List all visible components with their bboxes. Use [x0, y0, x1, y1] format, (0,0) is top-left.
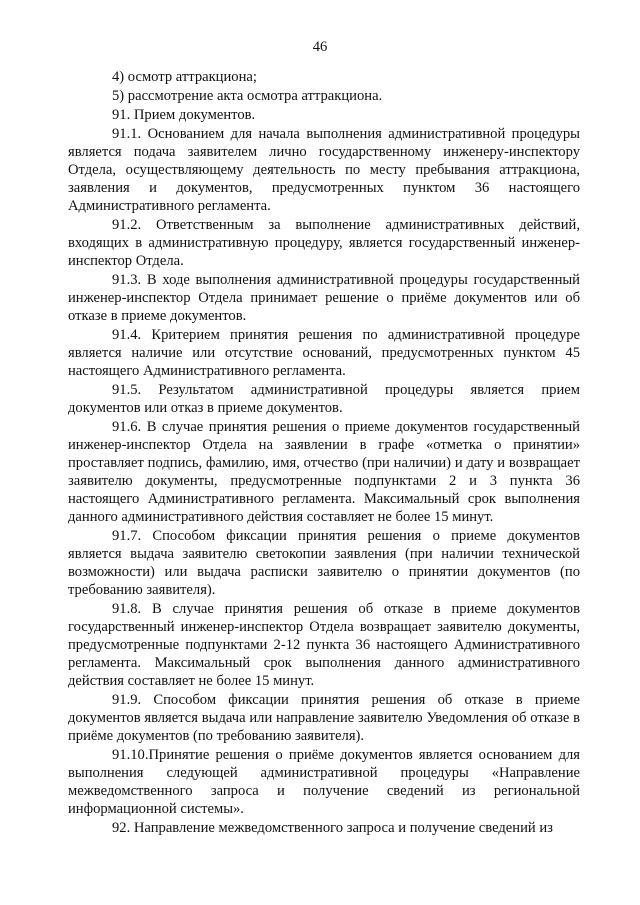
- paragraph-91-1: 91.1. Основанием для начала выполнения административной процедуры является подача заявителем лично государственному инженеру-инспектору Отдела, осуществляющему деятельность по месту пребывания аттракциона, заявления и документов, предусмотренных пунктом 36 настоящего Административного регламента.: [68, 126, 580, 214]
- paragraph-91-3: 91.3. В ходе выполнения административной процедуры государственный инженер-инспектор Отдела принимает решение о приёме документов или об отказе в приеме документов.: [68, 272, 580, 324]
- paragraph-91-5: 91.5. Результатом административной процедуры является прием документов или отказ в приеме документов.: [68, 382, 580, 416]
- page-number: 46: [312, 39, 328, 55]
- list-item-4: 4) осмотр аттракциона;: [112, 69, 257, 85]
- paragraph-91-7: 91.7. Способом фиксации принятия решения о приеме документов является выдача заявителю светокопии заявления (при наличии технической возможности) или выдача расписки заявителю о принятии документов (по требованию заявителя).: [68, 528, 580, 598]
- paragraph-91-9: 91.9. Способом фиксации принятия решения об отказе в приеме документов является выдача или направление заявителю Уведомления об отказе в приёме документов (по требованию заявителя).: [68, 692, 580, 744]
- list-item-5: 5) рассмотрение акта осмотра аттракциона.: [112, 88, 383, 104]
- document-body: [68, 68, 580, 838]
- section-heading-91: 91. Прием документов.: [112, 107, 256, 123]
- paragraph-91-6: 91.6. В случае принятия решения о приеме документов государственный инженер-инспектор Отдела на заявлении в графе «отметка о принятии» проставляет подпись, фамилию, имя, отчество (при наличии) и дату и возвращает заявителю документы, предусмотренные подпунктами 2 и 3 пункта 36 настоящего Административного регламента. Максимальный срок выполнения данного административного действия составляет не более 15 минут.: [68, 419, 580, 525]
- paragraph-91-4: 91.4. Критерием принятия решения по административной процедуре является наличие или отсутствие оснований, предусмотренных пунктом 45 настоящего Административного регламента.: [68, 327, 580, 379]
- paragraph-91-10: 91.10.Принятие решения о приёме документов является основанием для выполнения следующей административной процедуры «Направление межведомственного запроса и получение сведений из региональной информационной системы».: [68, 747, 580, 817]
- paragraph-91-8: 91.8. В случае принятия решения об отказе в приеме документов государственный инженер-инспектор Отдела возвращает заявителю документы, предусмотренные подпунктами 2-12 пункта 36 настоящего Административного регламента. Максимальный срок выполнения данного административного действия составляет не более 15 минут.: [68, 601, 580, 689]
- paragraph-92: 92. Направление межведомственного запроса и получение сведений из: [112, 820, 553, 836]
- paragraph-91-2: 91.2. Ответственным за выполнение административных действий, входящих в административную процедуру, является государственный инженер-инспектор Отдела.: [68, 217, 580, 269]
